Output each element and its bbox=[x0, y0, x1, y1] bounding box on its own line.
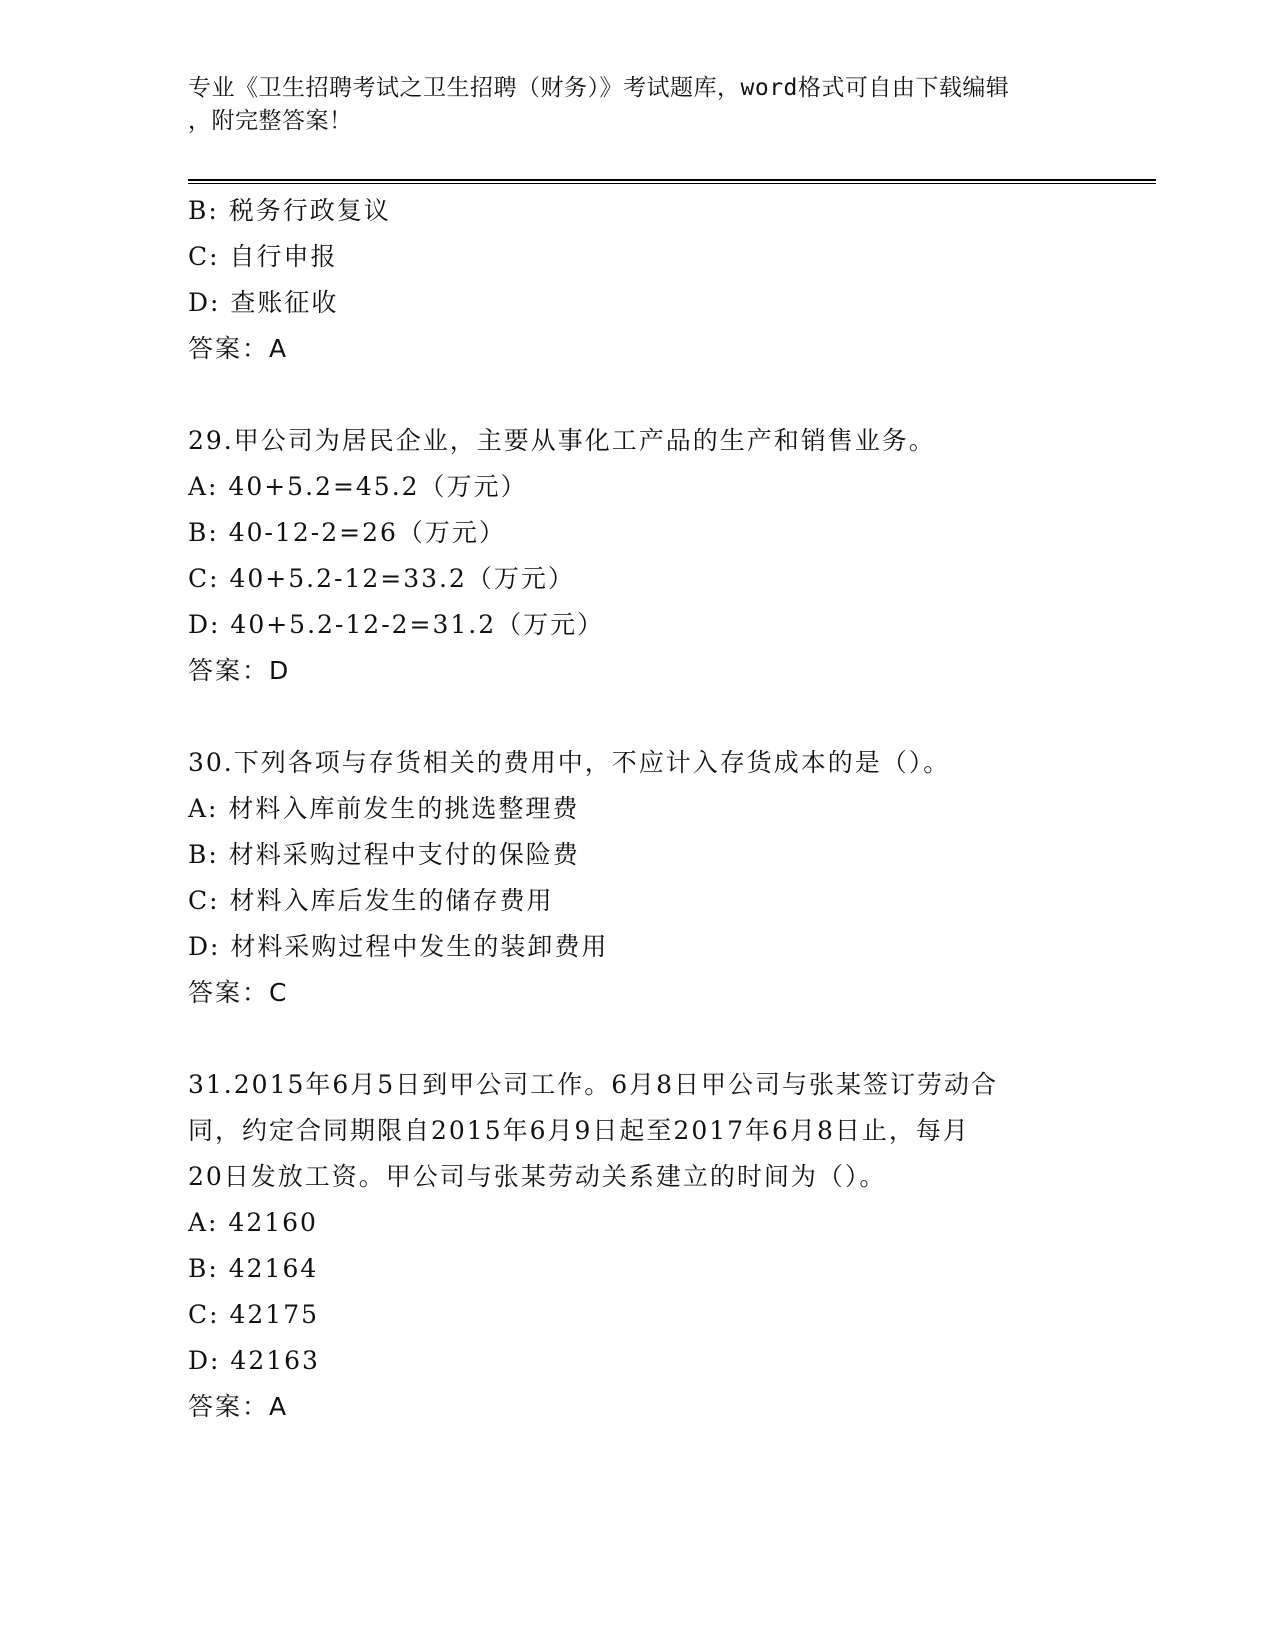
question-list bbox=[188, 188, 1148, 1430]
question-stem-31-line-3: 20日发放工资。甲公司与张某劳动关系建立的时间为（）。 bbox=[188, 1162, 887, 1191]
answer-line: 答案：D bbox=[188, 656, 291, 685]
question-stem-31-line-1: 31.2015年6月5日到甲公司工作。6月8日甲公司与张某签订劳动合 bbox=[188, 1070, 999, 1099]
header-divider-thin bbox=[188, 183, 1156, 184]
option-a: A: 40+5.2=45.2（万元） bbox=[188, 472, 528, 501]
option-b: B: 材料采购过程中支付的保险费 bbox=[188, 840, 580, 869]
option-c: C: 材料入库后发生的储存费用 bbox=[188, 886, 554, 915]
option-b: B: 40-12-2=26（万元） bbox=[188, 518, 506, 547]
option-b: B: 税务行政复议 bbox=[188, 196, 391, 225]
option-a: A: 材料入库前发生的挑选整理费 bbox=[188, 794, 580, 823]
header-line-1: 专业《卫生招聘考试之卫生招聘（财务）》考试题库，word格式可自由下载编辑 bbox=[188, 75, 1010, 101]
header-divider-thick bbox=[188, 179, 1156, 181]
question-stem-31-line-2: 同，约定合同期限自2015年6月9日起至2017年6月8日止，每月 bbox=[188, 1116, 970, 1145]
option-b: B: 42164 bbox=[188, 1254, 319, 1283]
question-stem-29: 29.甲公司为居民企业，主要从事化工产品的生产和销售业务。 bbox=[188, 426, 936, 455]
option-d: D: 查账征收 bbox=[188, 288, 339, 317]
option-d: D: 材料采购过程中发生的装卸费用 bbox=[188, 932, 609, 961]
option-c: C: 自行申报 bbox=[188, 242, 338, 271]
option-a: A: 42160 bbox=[188, 1208, 318, 1237]
answer-line: 答案：A bbox=[188, 334, 289, 363]
header-line-2: ，附完整答案！ bbox=[188, 108, 353, 134]
option-d: D: 40+5.2-12-2=31.2（万元） bbox=[188, 610, 605, 639]
option-c: C: 42175 bbox=[188, 1300, 320, 1329]
option-c: C: 40+5.2-12=33.2（万元） bbox=[188, 564, 575, 593]
question-stem-30: 30.下列各项与存货相关的费用中，不应计入存货成本的是（）。 bbox=[188, 748, 951, 777]
answer-line: 答案：A bbox=[188, 1392, 289, 1421]
answer-line: 答案：C bbox=[188, 978, 289, 1007]
option-d: D: 42163 bbox=[188, 1346, 320, 1375]
page-header bbox=[188, 72, 1088, 138]
